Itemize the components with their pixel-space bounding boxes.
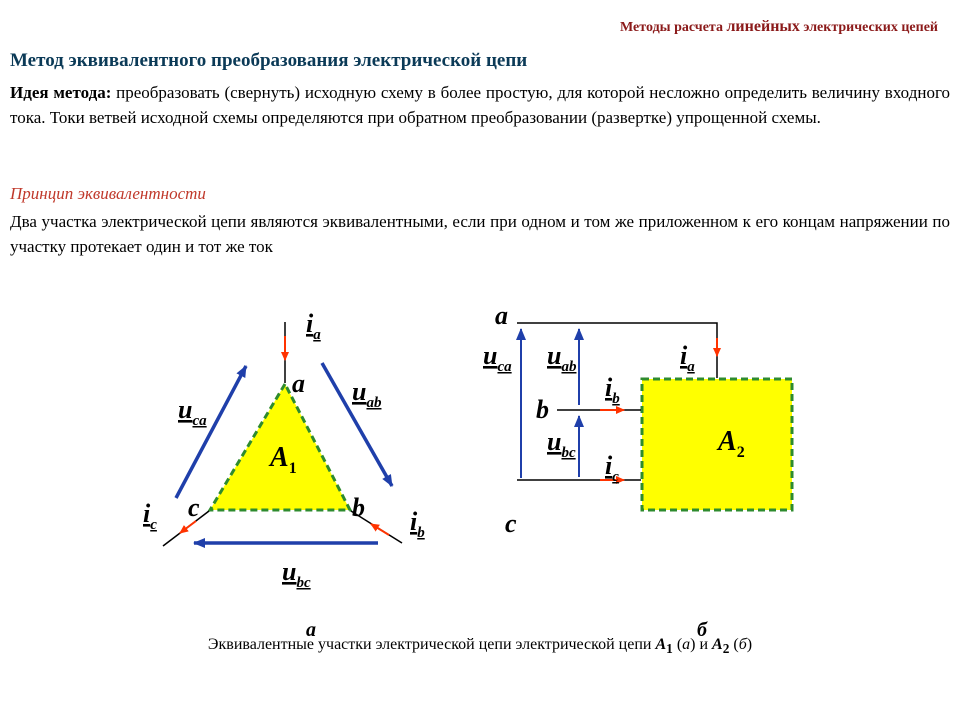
principle-text: Два участка электрической цепи являются эквивалентными, если при одном и том же приложенном к его концам напряжении по участку протекает один и тот же ток	[10, 212, 950, 256]
caption-paren-3: (	[729, 636, 739, 653]
header-text-1: Методы расчета	[620, 20, 727, 35]
label-a1: $A_1$	[270, 442, 297, 477]
label-ic: $i_c$	[143, 499, 157, 533]
label-b-ubc: $u_{bc}$	[547, 427, 576, 461]
label-b-ic: $i_c$	[605, 451, 619, 485]
label-uab: $u_{ab}$	[352, 377, 382, 411]
diagram-a	[143, 309, 425, 641]
label-node-b: b	[352, 493, 365, 522]
header-text-2: линейных	[726, 18, 800, 35]
caption-a2-sub: 2	[722, 641, 730, 657]
idea-text: преобразовать (свернуть) исходную схему в более простую, для которой несложно определить величину входного тока. Токи ветвей исходной схемы определяются при обратном преобразовании (развертке) упрощенной схемы.	[10, 83, 950, 127]
caption-label-b: б	[738, 636, 747, 653]
label-b-uab: $u_{ab}$	[547, 341, 577, 375]
label-node-c: c	[188, 493, 200, 522]
caption-a2: A	[712, 636, 723, 653]
idea-label: Идея метода:	[10, 83, 112, 102]
label-b-node-a: a	[495, 301, 508, 330]
label-ib: $i_b$	[410, 507, 425, 541]
label-a2: $A_2$	[718, 426, 745, 461]
caption-paren-4: )	[746, 636, 753, 653]
label-ia: $i_a$	[306, 309, 321, 343]
slide-title: Метод эквивалентного преобразования электрической цепи	[10, 50, 528, 71]
label-b-node-b: b	[536, 395, 549, 424]
panel-label-a: а	[306, 619, 316, 641]
header-text-3: электрических цепей	[799, 20, 938, 35]
figure-caption	[0, 636, 960, 657]
label-b-uca: $u_{ca}$	[483, 341, 512, 375]
panel-label-b: б	[697, 619, 707, 641]
label-b-ia: $i_a$	[680, 341, 695, 375]
label-b-node-c: c	[505, 509, 517, 538]
block-a2	[642, 379, 792, 510]
label-ubc: $u_{bc}$	[282, 557, 311, 591]
caption-paren-2: ) и	[690, 636, 713, 653]
label-b-ib: $i_b$	[605, 373, 620, 407]
caption-label-a: а	[682, 636, 691, 653]
caption-paren-1: (	[672, 636, 683, 653]
principle-title: Принцип эквивалентности	[10, 184, 206, 203]
caption-a1-sub: 1	[666, 641, 673, 657]
diagram-b	[483, 301, 792, 641]
label-uca: $u_{ca}$	[178, 395, 207, 429]
caption-a1: A	[655, 636, 667, 653]
caption-text: Эквивалентные участки электрической цепи электрической цепи	[207, 636, 656, 653]
arrow-ib	[371, 524, 389, 535]
label-node-a: a	[292, 369, 305, 398]
arrow-ic	[180, 521, 196, 533]
